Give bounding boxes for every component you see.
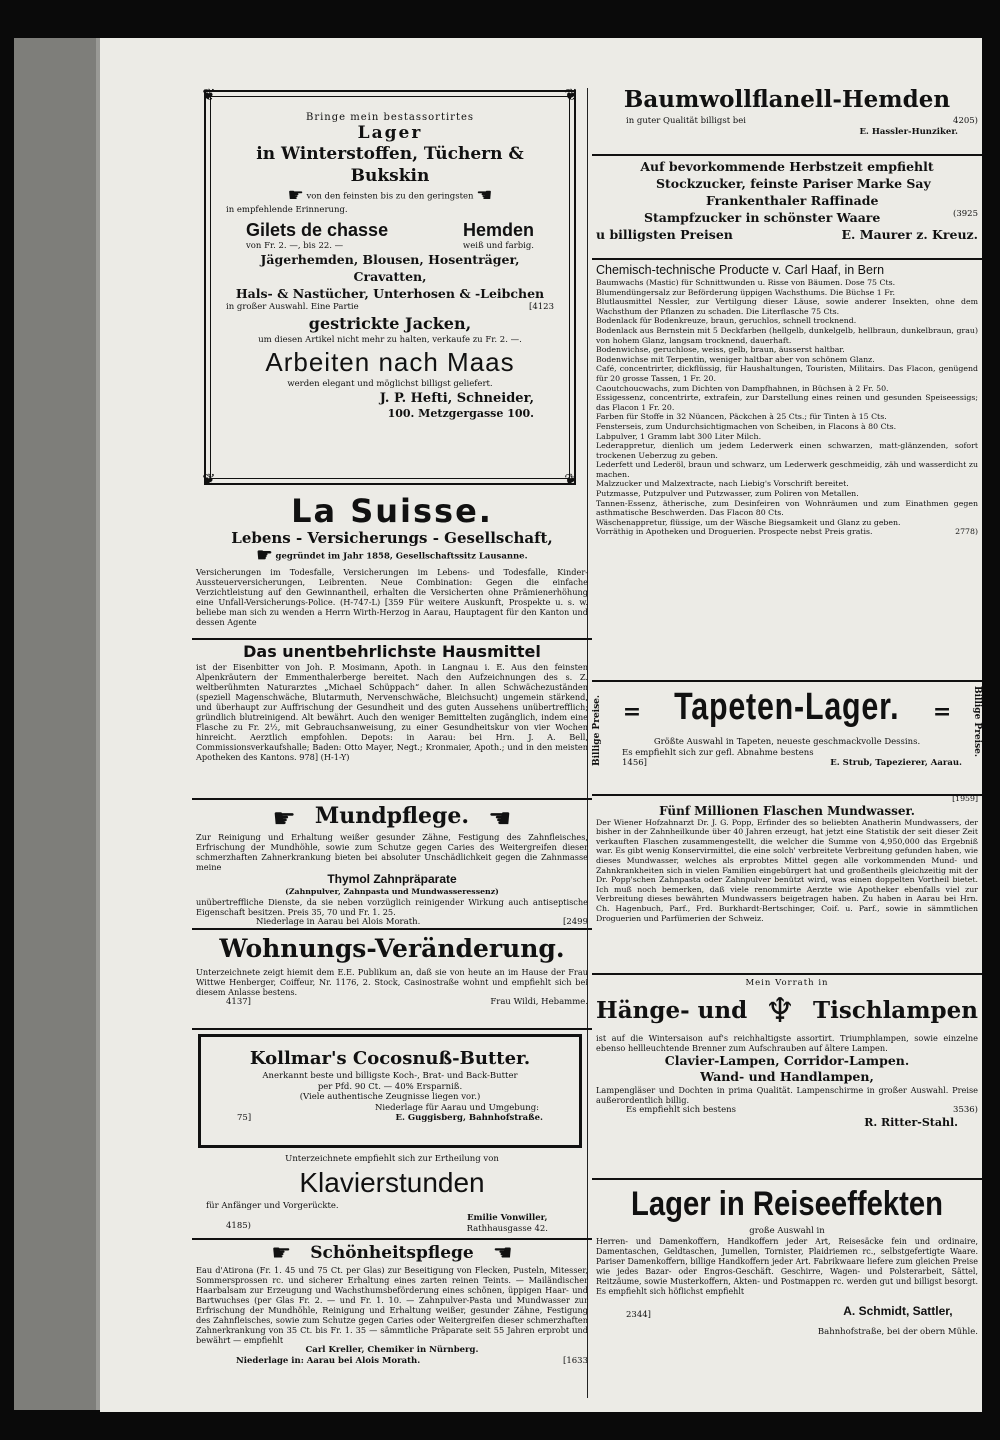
product-list-item: Labpulver, 1 Gramm labt 300 Liter Milch. [596, 431, 762, 441]
flanell-ad [592, 84, 982, 137]
product-list-item: Essigessenz, concentrirte, extrafein, zur Darstellung eines reinen und gesunden Speiseessigs; das Flacon 1 Fr. 20. [596, 393, 978, 412]
pointing-hand-icon: ☛ [256, 545, 273, 566]
ad-signature: Bahnhofstraße, bei der obern Mühle. [817, 1326, 978, 1337]
ad-text: in guter Qualität billigst bei [626, 116, 746, 126]
ad-ref: 4137] [226, 997, 251, 1007]
ad-text: Hals- & Nastücher, Unterhosen & -Leibchen [235, 286, 545, 301]
klavier-ad [192, 1154, 592, 1234]
product-list-item: Café, concentrirter, dickflüssig, für Haushaltungen, Touristen, Militairs. Das Flacon, genügend für 20 grosse Tassen, 1 Fr. 20. [596, 364, 978, 383]
ad-subheading: Wand- und Handlampen, [700, 1068, 874, 1084]
divider [192, 928, 592, 930]
ad-body: Der Wiener Hofzahnarzt Dr. J. G. Popp, Erfinder des so beliebten Anatherin Mundwassers, der bisher in der Zahnheilkunde über 40 Jahren erzeugt, hat jetzt eine Statistik der seit dieser Zeit verkauften Flaschen zusammengestellt, die welcher die Summe von 4,950,000 das Ergebniß war. Es gibt wenig Konservirmittel, die eine solch' verbreitete Verbreitung gefunden haben, wie dieses Mundwasser, welches als erprobtes Mittel gegen alle vorkommenden Mund- und Zahnkrankheiten sich in vielen Familien eingebürgert hat und großentheils gleichzeitig mit der Dr. Popp'schen Zahnpasta oder Zahnpulver benützt wird, was einen doppelten Vortheil bietet. Ich muß noch bemerken, daß viele renommirte Aerzte wie Apotheker ebenfalls viel zur Verbreitung dieses bewährten Mundwassers beigetragen haben. Zu haben in Aarau bei Hrn. Ch. Hagenbuch, Parf., Frd. Burkhardt-Bertschinger, Coif. u. Parf., sowie in sämmtlichen Droguerien und Parfümerien der Schweiz. [596, 817, 978, 923]
ad-ref: 4185) [226, 1221, 251, 1231]
ad-text: Auf bevorkommende Herbstzeit empfiehlt [640, 159, 934, 174]
product-list-item: Putzmasse, Putzpulver und Putzwasser, zum Poliren von Metallen. [596, 489, 859, 499]
ad-body: unübertreffliche Dienste, da sie neben vorzüglich reinigender Wirkung auch antiseptische Eigenschaft besitzen. Preis 35, 70 und Fr. 1. 25. [196, 896, 588, 917]
ad-text: Unterzeichnete empfiehlt sich zur Ertheilung von [285, 1154, 499, 1164]
ad-subheading: gestrickte Jacken, [308, 313, 472, 333]
ad-subheading: Clavier-Lampen, Corridor-Lampen. [664, 1052, 910, 1068]
ad-text: Frankenthaler Raffinade [706, 193, 879, 208]
ad-ref: (3925 [953, 209, 978, 219]
ad-text: um diesen Artikel nicht mehr zu halten, verkaufe zu Fr. 2. —. [258, 334, 522, 345]
pointing-hand-icon: ☛ [271, 1240, 292, 1266]
ad-text: in empfehlende Erinnerung. [226, 205, 348, 215]
divider [192, 798, 592, 800]
ad-ref: [1959] [952, 794, 978, 803]
ad-heading: Hänge- und [596, 996, 748, 1024]
ad-heading: Schönheitspflege [310, 1243, 474, 1263]
haaf-ad [592, 262, 982, 537]
ad-gilets: Gilets de chasse [246, 219, 389, 240]
ad-text: für Anfänger und Vorgerückte. [206, 1200, 339, 1211]
divider [592, 1178, 982, 1180]
ad-signature: Frau Wildi, Hebamme. [490, 997, 588, 1007]
product-list-item: Tannen-Essenz, ätherische, zum Desinfeiren von Wohnräumen und zum Einathmen gegen asthmatische Beschwerden. Das Flacon 80 Cts. [596, 498, 978, 518]
ad-depot: Niederlage in Aarau bei Alois Morath. [256, 916, 421, 927]
ad-signature: 100. Metzgergasse 100. [387, 406, 534, 420]
ad-signature: E. Maurer z. Kreuz. [841, 227, 978, 242]
product-list [596, 278, 978, 527]
ad-signature: R. Ritter-Stahl. [864, 1116, 958, 1129]
ad-heading: Baumwollflanell-Hemden [623, 86, 951, 113]
ad-text: Stampfzucker in schönster Waare [644, 210, 881, 225]
product-list-item: Bodenlack für Bodenkreuze, braun, geruchlos, schnell trocknend. [596, 316, 857, 326]
ad-signature: Emilie Vonwiller, [467, 1213, 548, 1223]
ad-ref: 1456] [622, 758, 647, 768]
ad-ref: 2344] [626, 1309, 651, 1320]
left-column [192, 38, 592, 1412]
divider [592, 154, 982, 156]
pointing-hand-icon: ☚ [488, 803, 512, 834]
corner-ornament-icon: ❦ [202, 85, 216, 104]
ad-body: Herren- und Damenkoffern, Handkoffern jeder Art, Reisesäcke fein und ordinaire, Damentaschen, Geldtaschen, Jumellen, Tornister, Plaidriemen rc., selbstgefertigte Waare. Pariser Damenkoffern, billige Handkoffern jeder Art. Fabrikwaare liefere zum gleichen Preise wie jedes Bazar- oder Engros-Geschäft. Geschirre, Wagen- und Polsterarbeit, Sättel, Reitzäume, sowie Musterkoffern, Akten- und Postmappen rc. werden gut und billigst besorgt. Es empfiehlt sich höflichst empfiehlt [596, 1236, 978, 1296]
tapeten-ad [592, 684, 982, 792]
ad-ref: 2778) [955, 527, 978, 537]
divider [592, 258, 982, 260]
ad-text: u billigsten Preisen [596, 227, 733, 242]
ad-heading: Tapeten-Lager. [674, 686, 900, 728]
side-label: Billige Preise. [972, 686, 982, 758]
divider [592, 973, 982, 975]
ad-text: Vorräthig in Apotheken und Droguerien. Prospecte nebst Preis gratis. [596, 527, 873, 537]
pointing-hand-icon: ☚ [492, 1240, 513, 1266]
ad-signature: J. P. Hefti, Schneider, [379, 390, 534, 406]
product-list-item: Caoutchoucwachs, zum Dichten von Dampfhahnen, in Büchsen à 2 Fr. 50. [596, 383, 889, 393]
product-list-item: Malzzucker und Malzextracte, nach Liebig's Vorschrift bereitet. [596, 479, 849, 489]
book-spine [14, 38, 104, 1410]
ad-heading: Das unentbehrlichste Hausmittel [243, 642, 541, 661]
la-suisse-ad [192, 493, 592, 627]
ad-body: Lampengläser und Dochten in prima Qualität. Lampenschirme in großer Auswahl. Preise außerordentlich billig. [596, 1084, 978, 1105]
ad-ref: [1633 [563, 1355, 588, 1366]
ad-body: Unterzeichnete zeigt hiemit dem E.E. Publikum an, daß sie von heute an im Hause der Frau Wittwe Henberger, Coiffeur, Nr. 1176, 2. Stock, Casinostraße wohnt und empfiehlt sich bei diesem Anlasse bestens. [196, 967, 588, 997]
ad-text: Jägerhemden, Blousen, Hosenträger, Cravatten, [260, 252, 520, 284]
ad-body: Versicherungen im Todesfalle, Versicherungen im Lebens- und Todesfalle, Kinder-Aussteuerversicherungen, Leibrenten. Neue Combination: Gegen die einfache Verzichtleistung auf den Gewinnantheil, erhalten die Versicherten ohne Prämienerhöhung eine Unfall-Versicherungs-Police. (H-747-L) [359 Für weitere Auskunft, Prospekte u. s. w. beliebe man sich zu wenden a Herrn Wirth-Herzog in Aarau, Hauptagent für den Kanton und dessen Agente [196, 567, 588, 627]
divider [592, 680, 982, 682]
product-list-item: Bodenwichse, geruchlose, weiss, gelb, braun, äusserst haltbar. [596, 345, 845, 355]
lampen-ad [592, 978, 982, 1130]
ad-signature: E. Hassler-Hunziker. [859, 126, 958, 137]
ad-text: (Viele authentische Zeugnisse liegen vor.) [299, 1092, 481, 1102]
ad-signature: Rathhausgasse 42. [466, 1223, 548, 1234]
product-list-item: Wäschenappretur, flüssige, um der Wäsche Biegsamkeit und Glanz zu geben. [596, 517, 901, 527]
ad-hemden: Hemden [462, 219, 534, 240]
divider [192, 1028, 592, 1030]
ad-ref: [4123 [529, 302, 554, 312]
ad-text: Es empfiehlt sich zur gefl. Abnahme bestens [622, 747, 814, 758]
ad-depot: Niederlage in: Aarau bei Alois Morath. [236, 1355, 421, 1366]
divider [192, 638, 592, 640]
ad-product: Thymol Zahnpräparate [327, 872, 457, 886]
ad-text: Es empfiehlt sich bestens [626, 1104, 736, 1115]
corner-ornament-icon: ❦ [202, 470, 216, 489]
product-list-item: Blutlausmittel Nessler, zur Vertilgung dieser Läuse, sowie anderer Insekten, ohne dem Wachsthum der Pflanzen zu schaden. Die Literflasche 75 Cts. [596, 297, 978, 316]
ad-text: von Fr. 2. —, bis 22. — [246, 240, 344, 251]
equals-ornament-icon: = [622, 699, 642, 725]
ad-text: gegründet im Jahr 1858, Gesellschaftssitz Lausanne. [275, 551, 528, 562]
equals-ornament-icon: = [932, 699, 952, 725]
schoenheit-ad [192, 1241, 592, 1366]
ad-text: weiß und farbig. [462, 240, 534, 251]
ad-signature: A. Schmidt, Sattler, [843, 1303, 953, 1318]
mundpflege-ad [192, 802, 592, 927]
ad-heading: Lager [357, 123, 423, 143]
ad-subheading: Lebens - Versicherungs - Gesellschaft, [231, 529, 553, 547]
ad-heading: La Suisse. [291, 492, 493, 530]
ad-heading: Lager in Reiseeffekten [630, 1185, 943, 1223]
corner-ornament-icon: ❦ [564, 470, 578, 489]
mundwasser-ad [592, 794, 982, 923]
chandelier-icon: ♆ [764, 990, 796, 1031]
cocosnuss-ad [198, 1034, 582, 1148]
ad-text: Anerkannt beste und billigste Koch-, Brat- und Back-Butter [262, 1071, 518, 1081]
product-list-item: Bodenwichse mit Terpentin, weniger haltbar aber von schönem Glanz. [596, 354, 875, 364]
ad-intro: Bringe mein bestassortirtes [305, 112, 475, 123]
ad-heading: Klavierstunden [299, 1166, 485, 1198]
ad-ref: 4205) [953, 116, 978, 126]
ad-heading: Tischlampen [813, 996, 978, 1024]
ad-signature: Carl Kreller, Chemiker in Nürnberg. [305, 1345, 479, 1355]
zucker-ad [592, 158, 982, 243]
side-label: Billige Preise. [592, 694, 602, 766]
ad-ref: 3536) [953, 1104, 978, 1115]
ad-text: Stockzucker, feinste Pariser Marke Say [656, 176, 931, 191]
ad-signature: E. Guggisberg, Bahnhofstraße. [395, 1113, 543, 1123]
ad-body: ist der Eisenbitter von Joh. P. Mosimann, Apoth. in Langnau i. E. Aus den feinsten Alpenkräutern der Emmenthalerberge bereitet. Nach den Aufzeichnungen des s. Z. weltberühmten Naturarztes „Michael Schüppach“ daher. In allen Schwächezuständen (speziell Magenschwäche, Blutarmuth, Nervenschwäche, Bleichsucht) ungemein stärkend, und überhaupt zur Auffrischung der Gesundheit und des guten Aussehens unübertrefflich; gründlich blutreinigend. Alt bewährt. Auch den weniger Bemittelten zugänglich, indem eine Flasche zu Fr. 2½, mit Gebrauchsanweisung, zu einer Gesundheitskur von vier Wochen hinreicht. Aerztlich empfohlen. Depots: in Aarau: bei Hrn. J. A. Bell, Commissionsverkaufshalle; Baden: Otto Mayer, Negt.; Kronmaier, Apoth.; und in den meisten Apotheken des Kantons. 978] (H-1-Y) [196, 662, 588, 762]
ad-body: ist auf die Wintersaison auf's reichhaltigste assortirt. Triumphlampen, sowie einzelne ebenso hellleuchtende Brenner zum Aufschrauben auf ältere Lampen. [596, 1032, 978, 1053]
ad-heading: Mundpflege. [314, 803, 470, 829]
ad-product-sub: (Zahnpulver, Zahnpasta und Mundwasseressenz) [285, 887, 499, 896]
ad-heading: Fünf Millionen Flaschen Mundwasser. [659, 803, 915, 818]
right-column [592, 38, 982, 1412]
ad-body: Eau d'Atirona (Fr. 1. 45 und 75 Ct. per Glas) zur Beseitigung von Flecken, Pusteln, Mitesser, Sommersprossen rc. und sicherer Erhaltung eines zarten reinen Teints. — Mailändischer Haarbalsam zur Erzeugung und Wachsthumsbeförderung eines schönen, üppigen Haar- und Bartwuchses (per Glas Fr. 2. — und Fr. 1. 10. — Zahnpulver-Pasta und Mundwasser zur Erfrischung der Mundhöhle, Reinigung und Erhaltung weißer, gesunder Zähne, Festigung des Zahnfleisches, sowie zum Schutze gegen Caries oder Weitergreifen dieser schmerzhaften Zahnerkrankung von 35 Ct. bis Fr. 1. 35 — sämmtliche Präparate seit 55 Jahren erprobt und bewährt — empfiehlt [196, 1265, 588, 1345]
wohnung-ad [192, 931, 592, 1008]
product-list-item: Blumendüngersalz zur Beförderung üppigen Wachsthums. Die Büchse 1 Fr. [596, 287, 895, 297]
ad-heading: Chemisch-technische Producte v. Carl Haaf, in Bern [596, 263, 885, 277]
pointing-hand-icon: ☛ [272, 803, 296, 834]
product-list-item: Farben für Stoffe in 32 Nüancen, Päckchen à 25 Cts.; für Tinten à 15 Cts. [596, 412, 887, 422]
newspaper-page [100, 38, 982, 1412]
ad-text: in großer Auswahl. Eine Partie [226, 302, 359, 312]
hausmittel-ad [192, 642, 592, 762]
ad-text: per Pfd. 90 Ct. — 40% Ersparniß. [317, 1081, 463, 1092]
ad-text: werden elegant und möglichst billigst geliefert. [287, 379, 493, 389]
divider [192, 1238, 592, 1240]
pointing-hand-icon: ☛ [287, 185, 304, 206]
corner-ornament-icon: ❦ [564, 85, 578, 104]
ad-heading: Arbeiten nach Maas [265, 347, 515, 377]
pointing-hand-icon: ☚ [476, 185, 493, 206]
product-list-item: Lederfett und Lederöl, braun und schwarz, um Lederwerk geschmeidig, zäh und wasserdicht zu machen. [596, 460, 978, 479]
product-list-item: Baumwachs (Mastic) für Schnittwunden u. Risse von Bäumen. Dose 75 Cts. [596, 278, 896, 287]
ad-text: Mein Vorrath in [745, 978, 829, 988]
ad-text: große Auswahl in [749, 1226, 825, 1236]
product-list-item: Fensterseis, zum Undurchsichtigmachen von Scheiben, in Flacons à 80 Cts. [596, 421, 897, 431]
ad-heading: Wohnungs-Veränderung. [219, 934, 565, 963]
product-list-item: Lederappretur, dienlich um jedem Lederwerk einen schwarzen, matt-glänzenden, sofort trockenen Ueberzug zu geben. [596, 441, 978, 460]
ad-text: Niederlage für Aarau und Umgebung: [374, 1102, 539, 1113]
ad-heading: Kollmar's Cocosnuß-Butter. [249, 1048, 531, 1069]
ad-text: Größte Auswahl in Tapeten, neueste geschmackvolle Dessins. [653, 737, 921, 747]
ad-text: von den feinsten bis zu den geringsten [306, 191, 474, 202]
ad-signature: E. Strub, Tapezierer, Aarau. [830, 758, 962, 768]
reiseeffekten-ad [592, 1182, 982, 1338]
product-list-item: Bodenlack aus Bernstein mit 5 Deckfarben (hellgelb, dunkelgelb, hellbraun, dunkelbraun, grau) von hohem Glanz, langsam trocknend, dauerhaft. [596, 325, 978, 345]
hefti-ad-frame [202, 85, 578, 489]
ad-body: Zur Reinigung und Erhaltung weißer gesunder Zähne, Festigung des Zahnfleisches, Erfrischung der Mundhöhle, sowie zum Schutze gegen Caries des Weitergreifen dieser schmerzhaften Zahnerkrankung bieten bei absoluter Unschädlichkeit gegen die Zahnmasse meine [196, 832, 588, 872]
ad-subheading: in Winterstoffen, Tüchern & Bukskin [256, 144, 524, 186]
ad-ref: 75] [237, 1113, 252, 1123]
ad-ref: [2499 [563, 916, 588, 927]
